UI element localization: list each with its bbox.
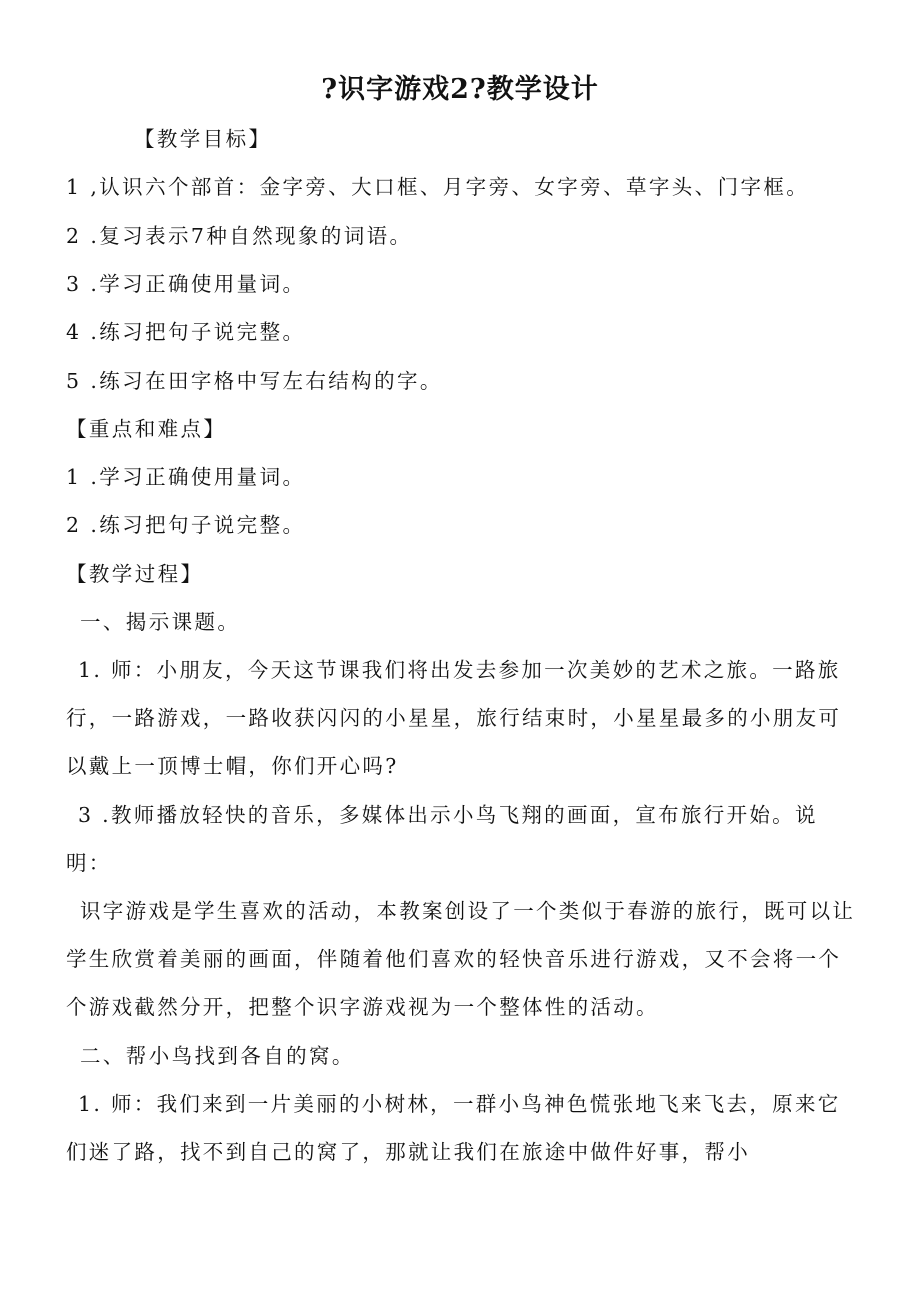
part1-paragraph-1: 1. 师：小朋友，今天这节课我们将出发去参加一次美妙的艺术之旅。一路旅行，一路游戏，一路收获闪闪的小星星，旅行结束时，小星星最多的小朋友可以戴上一顶博士帽，你们开心吗? <box>66 658 842 778</box>
process-heading: 【教学过程】 <box>66 562 204 586</box>
key-point-item-2: 2 .练习把句子说完整。 <box>66 513 306 537</box>
part1-paragraph-3: 识字游戏是学生喜欢的活动，本教案创设了一个类似于春游的旅行，既可以让学生欣赏着美丽的画面，伴随着他们喜欢的轻快音乐进行游戏，又不会将一个个游戏截然分开，把整个识字游戏视为一个整体性的活动。 <box>66 899 856 1019</box>
part1-paragraph-2: 3 .教师播放轻快的音乐，多媒体出示小鸟飞翔的画面，宣布旅行开始。说明： <box>66 803 818 875</box>
document-title: ?识字游戏2?教学设计 <box>321 74 599 105</box>
goal-item-1: 1 ,认识六个部首：金字旁、大口框、月字旁、女字旁、草字头、门字框。 <box>66 175 810 199</box>
part2-paragraph-1: 1. 师：我们来到一片美丽的小树林，一群小鸟神色慌张地飞来飞去，原来它们迷了路，找不到自己的窝了，那就让我们在旅途中做件好事，帮小 <box>66 1092 841 1164</box>
goal-item-4: 4 .练习把句子说完整。 <box>66 320 306 344</box>
key-point-item-1: 1 .学习正确使用量词。 <box>66 465 306 489</box>
goals-heading: 【教学目标】 <box>134 127 272 151</box>
goal-item-3: 3 .学习正确使用量词。 <box>66 272 306 296</box>
part2-heading: 二、帮小鸟找到各自的窝。 <box>80 1044 355 1068</box>
key-points-heading: 【重点和难点】 <box>66 417 227 441</box>
goal-item-5: 5 .练习在田字格中写左右结构的字。 <box>66 369 443 393</box>
goal-item-2: 2 .复习表示7种自然现象的词语。 <box>66 224 413 248</box>
part1-heading: 一、揭示课题。 <box>80 610 241 634</box>
